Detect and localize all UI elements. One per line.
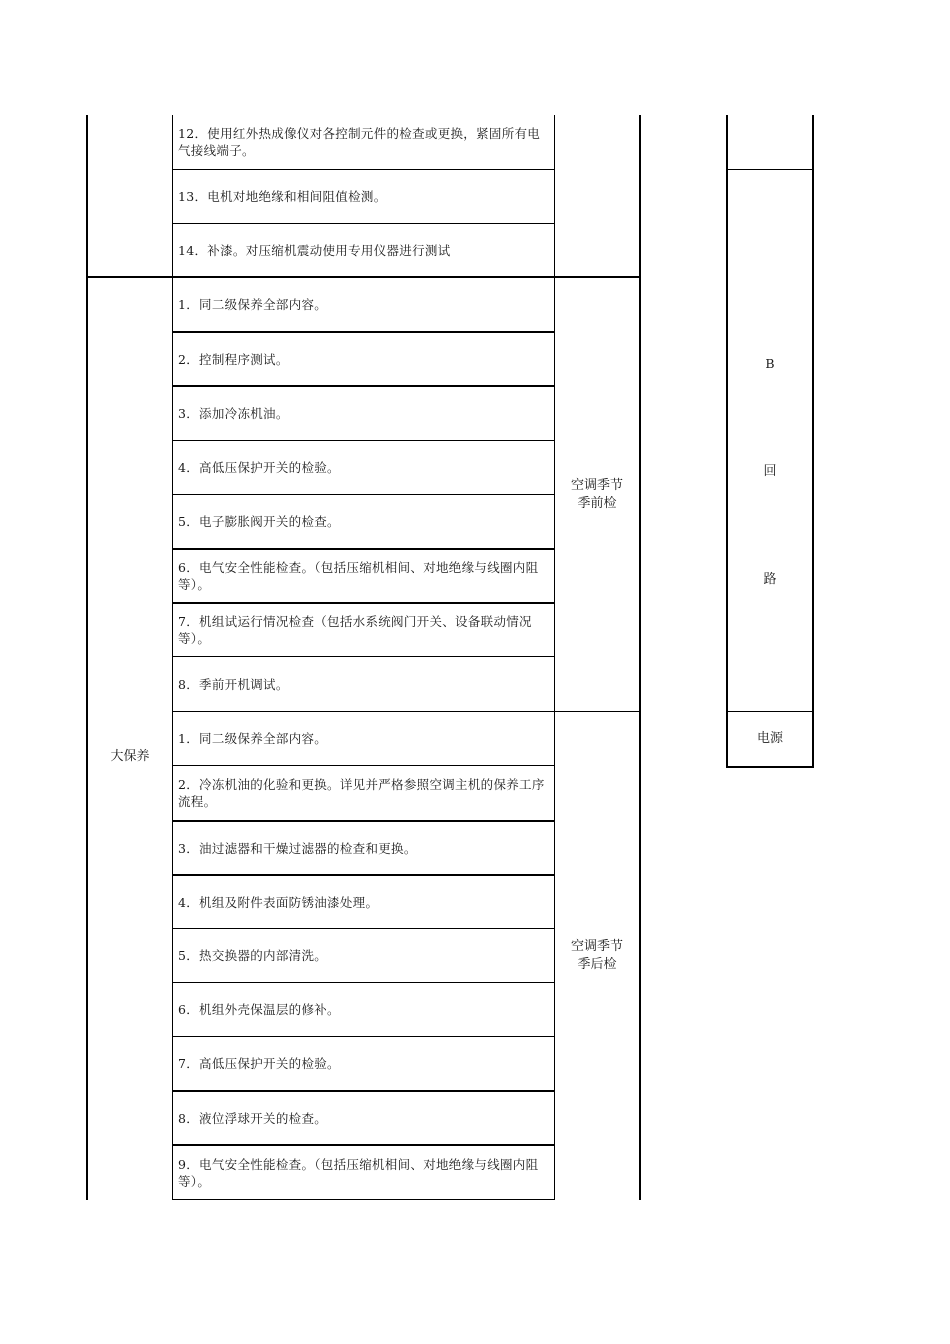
circuit-char-lu: 路 (763, 572, 777, 587)
continuation-item-12: 12．使用红外热成像仪对各控制元件的检查或更换，紧固所有电气接线端子。 (178, 126, 541, 158)
pre-season-item-7: 7．机组试运行情况检查（包括水系统阀门开关、设备联动情况等）。 (178, 614, 532, 646)
post-season-item-9: 9．电气安全性能检查。（包括压缩机相间、对地绝缘与线圈内阻等）。 (178, 1156, 539, 1189)
pre-season-label: 空调季节季前检 (570, 477, 623, 511)
continuation-item-14: 14．补漆。对压缩机震动使用专用仪器进行测试 (178, 242, 451, 258)
circuit-char-b: B (765, 356, 775, 371)
post-season-item-6: 6．机组外壳保温层的修补。 (178, 1002, 340, 1017)
post-season-item-1: 1．同二级保养全部内容。 (178, 731, 328, 746)
pre-season-item-2: 2．控制程序测试。 (178, 351, 289, 367)
pre-season-item-6: 6．电气安全性能检查。（包括压缩机相间、对地绝缘与线圈内阻等）。 (178, 560, 539, 592)
category-label: 大保养 (110, 749, 150, 764)
pre-season-item-3: 3．添加冷冻机油。 (178, 406, 289, 421)
post-season-item-2: 2．冷冻机油的化验和更换。详见并严格参照空调主机的保养工序流程。 (178, 777, 545, 809)
pre-season-item-8: 8．季前开机调试。 (178, 676, 289, 692)
power-label: 电源 (756, 731, 783, 746)
post-season-item-7: 7．高低压保护开关的检验。 (178, 1056, 340, 1071)
pre-season-item-4: 4．高低压保护开关的检验。 (178, 460, 340, 475)
circuit-char-hui: 回 (763, 464, 777, 479)
post-season-item-8: 8．液位浮球开关的检查。 (178, 1110, 328, 1126)
pre-season-item-1: 1．同二级保养全部内容。 (178, 297, 328, 312)
row-sep (172, 1199, 555, 1200)
post-season-label: 空调季节季后检 (570, 939, 623, 972)
side-box-bottom (726, 766, 814, 768)
post-season-item-3: 3．油过滤器和干燥过滤器的检查和更换。 (178, 840, 417, 856)
pre-season-item-5: 5．电子膨胀阀开关的检查。 (178, 514, 340, 529)
continuation-item-13: 13．电机对地绝缘和相间阻值检测。 (178, 189, 387, 204)
post-season-item-5: 5．热交换器的内部清洗。 (178, 948, 328, 963)
side-box-sep-top (726, 169, 814, 170)
post-season-item-4: 4．机组及附件表面防锈油漆处理。 (178, 894, 379, 910)
side-box-left (726, 115, 728, 768)
side-box-right (812, 115, 814, 768)
